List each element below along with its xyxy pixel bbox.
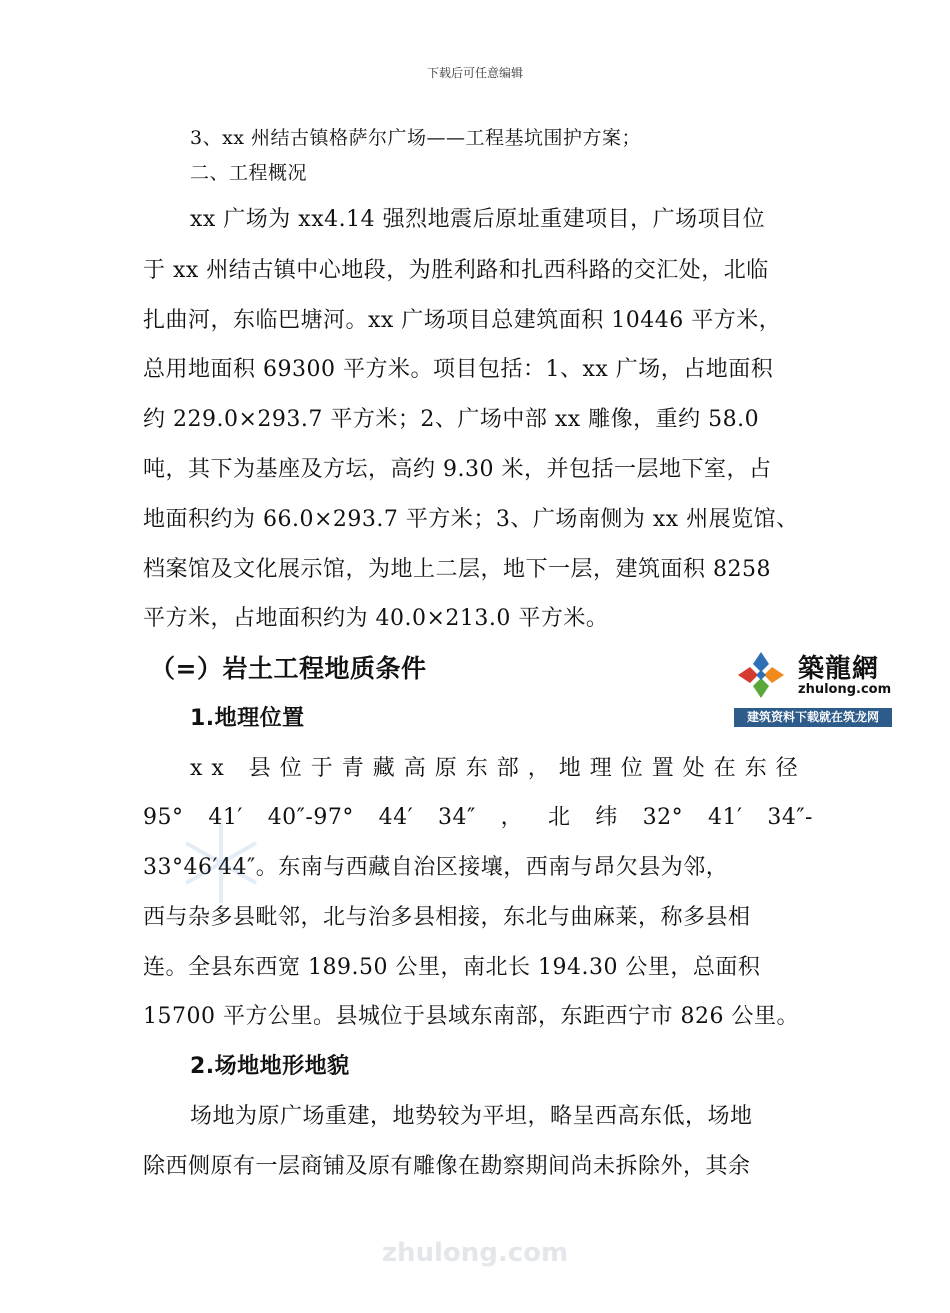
subsection-heading: 2.场地地形地貌 xyxy=(190,1054,350,1079)
page-header-note: 下载后可任意编辑 xyxy=(426,66,523,80)
coord-part: 纬 xyxy=(595,805,618,830)
doc-line: 连。全县东西宽 189.50 公里，南北长 194.30 公里，总面积 xyxy=(143,955,761,980)
snowflake-logo-icon xyxy=(736,650,786,700)
doc-line: 33°46′44″。东南与西藏自治区接壤，西南与昂欠县为邻， xyxy=(143,855,729,880)
coord-part: 32° xyxy=(642,805,684,830)
coord-part: 34″- xyxy=(767,805,813,830)
coord-part: 41′ xyxy=(208,805,243,830)
coord-part: 44′ xyxy=(378,805,414,830)
doc-line: 约 229.0×293.7 平方米；2、广场中部 xx 雕像，重约 58.0 xyxy=(143,407,760,432)
doc-line: 15700 平方公里。县城位于县域东南部，东距西宁市 826 公里。 xyxy=(143,1004,799,1029)
doc-line: 于 xx 州结古镇中心地段，为胜利路和扎西科路的交汇处，北临 xyxy=(143,258,769,283)
doc-line: 吨，其下为基座及方坛，高约 9.30 米，并包括一层地下室，占 xyxy=(143,457,772,482)
logo-name: 築龍網 xyxy=(798,654,880,684)
doc-line: 地面积约为 66.0×293.7 平方米；3、广场南侧为 xx 州展览馆、 xyxy=(143,507,799,532)
coord-part: ， xyxy=(500,805,524,830)
doc-line: 场地为原广场重建，地势较为平坦，略呈西高东低，场地 xyxy=(190,1104,753,1129)
coord-part: 34″ xyxy=(438,805,476,830)
coord-part: 41′ xyxy=(708,805,743,830)
doc-line: xx 广场为 xx4.14 强烈地震后原址重建项目，广场项目位 xyxy=(190,207,766,232)
doc-line: 扎曲河，东临巴塘河。xx 广场项目总建筑面积 10446 平方米， xyxy=(143,308,782,333)
coord-part: 95° xyxy=(143,805,184,830)
watermark-snowflake-icon xyxy=(176,818,266,908)
doc-line: 西与杂多县毗邻，北与治多县相接，东北与曲麻莱，称多县相 xyxy=(143,905,751,930)
doc-line: 除西侧原有一层商铺及原有雕像在勘察期间尚未拆除外，其余 xyxy=(143,1154,751,1179)
logo-domain: zhulong.com xyxy=(798,682,892,697)
section-heading: （=）岩土工程地质条件 xyxy=(150,654,427,683)
watermark-text: zhulong.com xyxy=(381,1238,569,1268)
doc-line: 档案馆及文化展示馆，为地上二层，地下一层，建筑面积 8258 xyxy=(143,557,771,582)
coord-part: 40″-97° xyxy=(267,805,354,830)
doc-line: 平方米，占地面积约为 40.0×213.0 平方米。 xyxy=(143,606,609,631)
logo-tagline: 建筑资料下载就在筑龙网 xyxy=(734,708,892,727)
section-heading: 二、工程概况 xyxy=(190,162,308,184)
doc-line: xx 县位于青藏高原东部，地理位置处在东径 xyxy=(190,756,807,781)
subsection-heading: 1.地理位置 xyxy=(190,706,305,731)
coord-part: 北 xyxy=(547,805,571,830)
doc-line: 3、xx 州结古镇格萨尔广场——工程基坑围护方案； xyxy=(190,127,642,149)
doc-line: 总用地面积 69300 平方米。项目包括：1、xx 广场，占地面积 xyxy=(143,357,774,382)
